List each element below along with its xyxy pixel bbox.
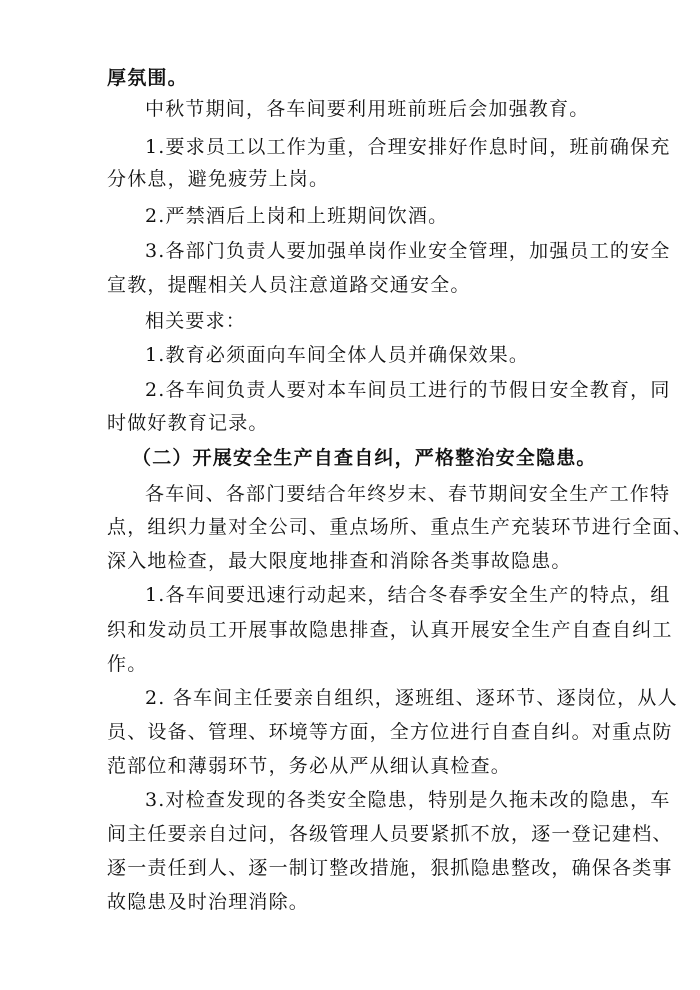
- text-line: 织和发动员工开展事故隐患排查，认真开展安全生产自查自纠工: [107, 619, 673, 641]
- text-line: 3.对检查发现的各类安全隐患，特别是久拖未改的隐患，车: [145, 789, 671, 811]
- text-line: 时做好教育记录。: [107, 412, 269, 434]
- text-line: 员、设备、管理、环境等方面，全方位进行自查自纠。对重点防: [107, 721, 673, 743]
- text-line: 作。: [107, 653, 148, 675]
- text-line: 1.教育必须面向车间全体人员并确保效果。: [145, 344, 530, 366]
- text-line: 3.各部门负责人要加强单岗作业安全管理，加强员工的安全: [145, 240, 671, 262]
- section-heading: （二）开展安全生产自查自纠，严格整治安全隐患。: [132, 447, 597, 469]
- text-line: 逐一责任到人、逐一制订整改措施，狠抓隐患整改，确保各类事: [107, 857, 673, 879]
- text-line: 2.各车间负责人要对本车间员工进行的节假日安全教育，同: [145, 379, 671, 401]
- text-line: 1.要求员工以工作为重，合理安排好作息时间，班前确保充: [145, 136, 671, 158]
- text-line: 深入地检查，最大限度地排查和消除各类事故隐患。: [107, 550, 572, 572]
- text-line: 点，组织力量对全公司、重点场所、重点生产充装环节进行全面、: [107, 516, 693, 538]
- text-line: 分休息，避免疲劳上岗。: [107, 168, 330, 190]
- text-line: 2.严禁酒后上岗和上班期间饮酒。: [145, 205, 449, 227]
- text-line: 宣教，提醒相关人员注意道路交通安全。: [107, 274, 471, 296]
- text-line-continuation: 厚氛围。: [107, 67, 188, 89]
- text-line: 间主任要亲自过问，各级管理人员要紧抓不放，逐一登记建档、: [107, 823, 673, 845]
- text-line: 中秋节期间，各车间要利用班前班后会加强教育。: [145, 98, 590, 120]
- text-line: 各车间、各部门要结合年终岁末、春节期间安全生产工作特: [145, 483, 671, 505]
- text-line: 相关要求：: [145, 310, 247, 332]
- text-line: 范部位和薄弱环节，务必从严从细认真检查。: [107, 755, 512, 777]
- text-line: 1.各车间要迅速行动起来，结合冬春季安全生产的特点，组: [145, 584, 671, 606]
- text-line: 故隐患及时治理消除。: [107, 891, 310, 913]
- text-line: 2. 各车间主任要亲自组织，逐班组、逐环节、逐岗位，从人: [145, 687, 678, 709]
